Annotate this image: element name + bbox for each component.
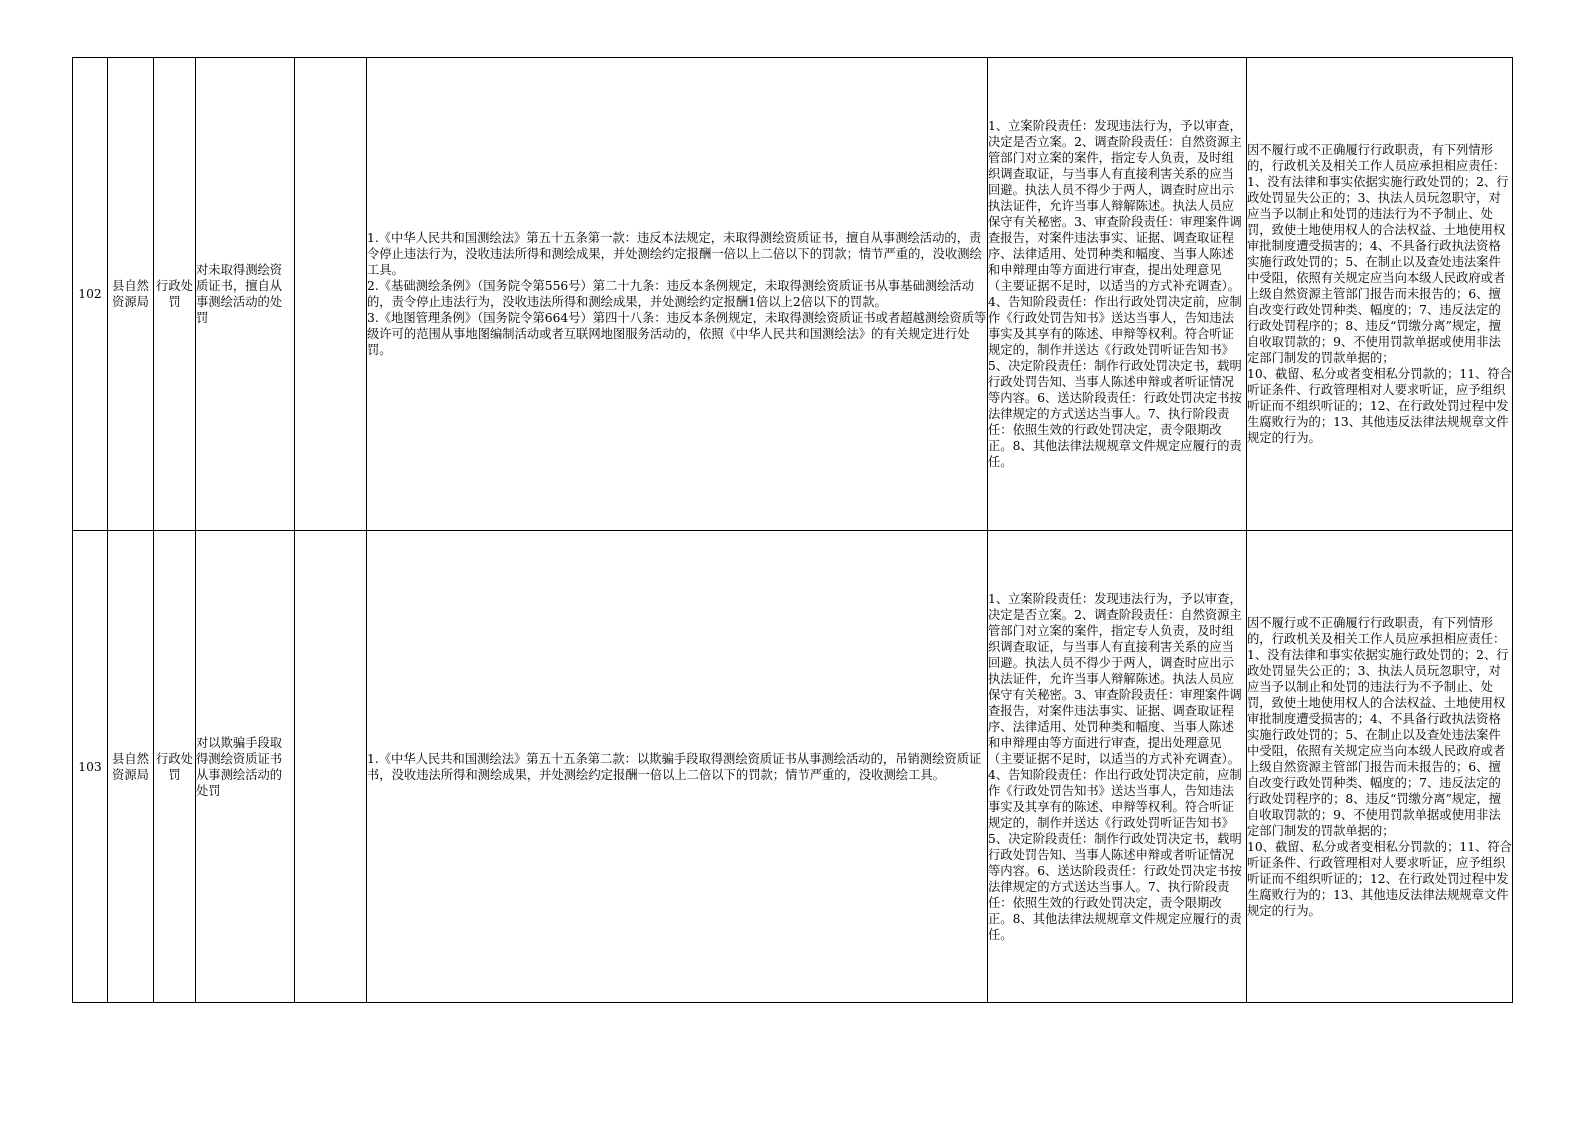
accountability-paragraph: 1、没有法律和事实依据实施行政处罚的；2、行政处罚显失公正的；3、执法人员玩忽职守，对应当予以制止和处罚的违法行为不予制止、处罚，致使土地使用权人的合法权益、土地使用权审批制度遭受损害的；4、不具备行政执法资格实施行政处罚的；5、在制止以及查处违法案件中受阻，依照有关规定应当向本级人民政府或者上级自然资源主管部门报告而未报告的；6、擅自改变行政处罚种类、幅度的；7、违反法定的行政处罚程序的；8、违反“罚缴分离”规定，擅自收取罚款的；9、不使用罚款单据或使用非法定部门制发的罚款单据的；	[1247, 647, 1509, 838]
item-name-cell: 对以欺骗手段取得测绘资质证书从事测绘活动的处罚	[196, 531, 295, 1003]
table-row	[73, 58, 1513, 531]
accountability-paragraph: 因不履行或不正确履行行政职责，有下列情形的，行政机关及相关工作人员应承担相应责任：	[1247, 615, 1506, 646]
responsibility-cell: 1、立案阶段责任：发现违法行为，予以审查，决定是否立案。2、调查阶段责任：自然资源主管部门对立案的案件，指定专人负责，及时组织调查取证，与当事人有直接利害关系的应当回避。执法人员不得少于两人，调查时应出示执法证件，允许当事人辩解陈述。执法人员应保守有关秘密。3、审查阶段责任：审理案件调查报告，对案件违法事实、证据、调查取证程序、法律适用、处罚种类和幅度、当事人陈述和申辩理由等方面进行审查，提出处理意见（主要证据不足时，以适当的方式补充调查）。4、告知阶段责任：作出行政处罚决定前，应制作《行政处罚告知书》送达当事人，告知违法事实及其享有的陈述、申辩等权利。符合听证规定的，制作并送达《行政处罚听证告知书》5、决定阶段责任：制作行政处罚决定书，载明行政处罚告知、当事人陈述申辩或者听证情况等内容。6、送达阶段责任：行政处罚决定书按法律规定的方式送达当事人。7、执行阶段责任：依照生效的行政处罚决定，责令限期改正。8、其他法律法规规章文件规定应履行的责任。	[988, 531, 1247, 1003]
empty-cell	[295, 58, 367, 531]
legal-basis-paragraph: 1.《中华人民共和国测绘法》第五十五条第一款：违反本法规定，未取得测绘资质证书，擅自从事测绘活动的，责令停止违法行为，没收违法所得和测绘成果，并处测绘约定报酬一倍以上二倍以下的罚款；情节严重的，没收测绘工具。	[367, 231, 982, 277]
power-type-cell: 行政处罚	[154, 531, 196, 1003]
accountability-cell	[1247, 58, 1513, 531]
accountability-cell	[1247, 531, 1513, 1003]
item-name-cell: 对未取得测绘资质证书，擅自从事测绘活动的处罚	[196, 58, 295, 531]
legal-basis-paragraph: 1.《中华人民共和国测绘法》第五十五条第二款：以欺骗手段取得测绘资质证书从事测绘活动的，吊销测绘资质证书，没收违法所得和测绘成果，并处测绘约定报酬一倍以上二倍以下的罚款；情节严重的，没收测绘工具。	[367, 751, 982, 782]
empty-cell	[295, 531, 367, 1003]
item-number: 102	[73, 58, 108, 531]
power-type-cell: 行政处罚	[154, 58, 196, 531]
legal-basis-cell	[367, 531, 988, 1003]
legal-basis-cell	[367, 58, 988, 531]
accountability-paragraph: 1、没有法律和事实依据实施行政处罚的；2、行政处罚显失公正的；3、执法人员玩忽职守，对应当予以制止和处罚的违法行为不予制止、处罚，致使土地使用权人的合法权益、土地使用权审批制度遭受损害的；4、不具备行政执法资格实施行政处罚的；5、在制止以及查处违法案件中受阻，依照有关规定应当向本级人民政府或者上级自然资源主管部门报告而未报告的；6、擅自改变行政处罚种类、幅度的；7、违反法定的行政处罚程序的；8、违反“罚缴分离”规定，擅自收取罚款的；9、不使用罚款单据或使用非法定部门制发的罚款单据的；	[1247, 175, 1509, 365]
item-number: 103	[73, 531, 108, 1003]
accountability-paragraph: 10、截留、私分或者变相私分罚款的；11、符合听证条件、行政管理相对人要求听证，应予组织听证而不组织听证的；12、在行政处罚过程中发生腐败行为的；13、其他违反法律法规规章文件规定的行为。	[1247, 367, 1512, 445]
legal-basis-paragraph: 2.《基础测绘条例》（国务院令第556号）第二十九条：违反本条例规定，未取得测绘资质证书从事基础测绘活动的，责令停止违法行为，没收违法所得和测绘成果，并处测绘约定报酬1倍以上2倍以下的罚款。	[367, 279, 975, 309]
legal-basis-paragraph: 3.《地图管理条例》（国务院令第664号）第四十八条：违反本条例规定，未取得测绘资质证书或者超越测绘资质等级许可的范围从事地图编制活动或者互联网地图服务活动的，依照《中华人民共和国测绘法》的有关规定进行处罚。	[367, 311, 987, 357]
accountability-paragraph: 因不履行或不正确履行行政职责，有下列情形的，行政机关及相关工作人员应承担相应责任：	[1247, 143, 1506, 173]
responsibility-cell: 1、立案阶段责任：发现违法行为，予以审查，决定是否立案。2、调查阶段责任：自然资源主管部门对立案的案件，指定专人负责，及时组织调查取证，与当事人有直接利害关系的应当回避。执法人员不得少于两人，调查时应出示执法证件，允许当事人辩解陈述。执法人员应保守有关秘密。3、审查阶段责任：审理案件调查报告，对案件违法事实、证据、调查取证程序、法律适用、处罚种类和幅度、当事人陈述和申辩理由等方面进行审查，提出处理意见（主要证据不足时，以适当的方式补充调查）。4、告知阶段责任：作出行政处罚决定前，应制作《行政处罚告知书》送达当事人，告知违法事实及其享有的陈述、申辩等权利。符合听证规定的，制作并送达《行政处罚听证告知书》5、决定阶段责任：制作行政处罚决定书，载明行政处罚告知、当事人陈述申辩或者听证情况等内容。6、送达阶段责任：行政处罚决定书按法律规定的方式送达当事人。7、执行阶段责任：依照生效的行政处罚决定，责令限期改正。8、其他法律法规规章文件规定应履行的责任。	[988, 58, 1247, 531]
power-list-table	[72, 57, 1513, 1003]
department-cell: 县自然资源局	[108, 531, 154, 1003]
table-row	[73, 531, 1513, 1003]
department-cell: 县自然资源局	[108, 58, 154, 531]
accountability-paragraph: 10、截留、私分或者变相私分罚款的；11、符合听证条件、行政管理相对人要求听证，应予组织听证而不组织听证的；12、在行政处罚过程中发生腐败行为的；13、其他违反法律法规规章文件规定的行为。	[1247, 839, 1512, 918]
